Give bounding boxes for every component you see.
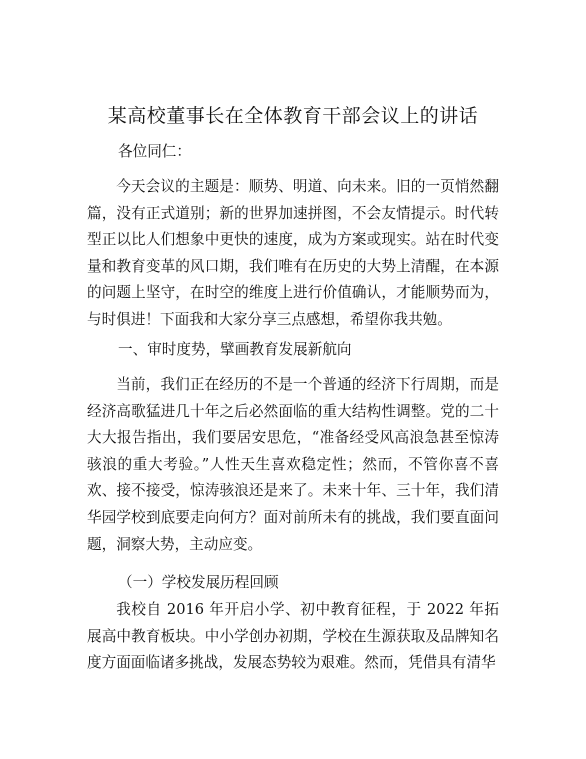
subsection-heading-1: （一）学校发展历程回顾 [118,574,279,591]
paragraph-situation: 当前，我们正在经历的不是一个普通的经济下行周期，而是经济高歌猛进几十年之后必然面临的重大结构性调整。党的二十大大报告指出，我们要居安思危，“准备经受风高浪急甚至惊涛骇浪的重大考验。”人性天生喜欢稳定性；然而，不管你喜不喜欢、接不接受，惊涛骇浪还是来了。未来十年、三十年，我们清华园学校到底要走向何方？面对前所未有的挑战，我们要直面问题，洞察大势，主动应变。 [87,376,499,553]
greeting: 各位同仁： [118,143,191,160]
paragraph-history: 我校自 2016 年开启小学、初中教育征程，于 2022 年拓展高中教育板块。中小学创办初期，学校在生源获取及品牌知名度方面面临诸多挑战，发展态势较为艰难。然而，凭借具有清华 [87,601,499,672]
paragraph-intro: 今天会议的主题是：顺势、明道、向未来。旧的一页悄然翻篇，没有正式道别；新的世界加速拼图，不会友情提示。时代转型正以比人们想象中更快的速度，成为方案或现实。站在时代变量和教育变革的风口期，我们唯有在历史的大势上清醒，在本源的问题上坚守，在时空的维度上进行价值确认，才能顺势而为，与时俱进！下面我和大家分享三点感想，希望你我共勉。 [87,178,499,328]
section-heading-1: 一、审时度势，擘画教育发展新航向 [118,341,352,358]
document-title: 某高校董事长在全体教育干部会议上的讲话 [107,105,479,127]
